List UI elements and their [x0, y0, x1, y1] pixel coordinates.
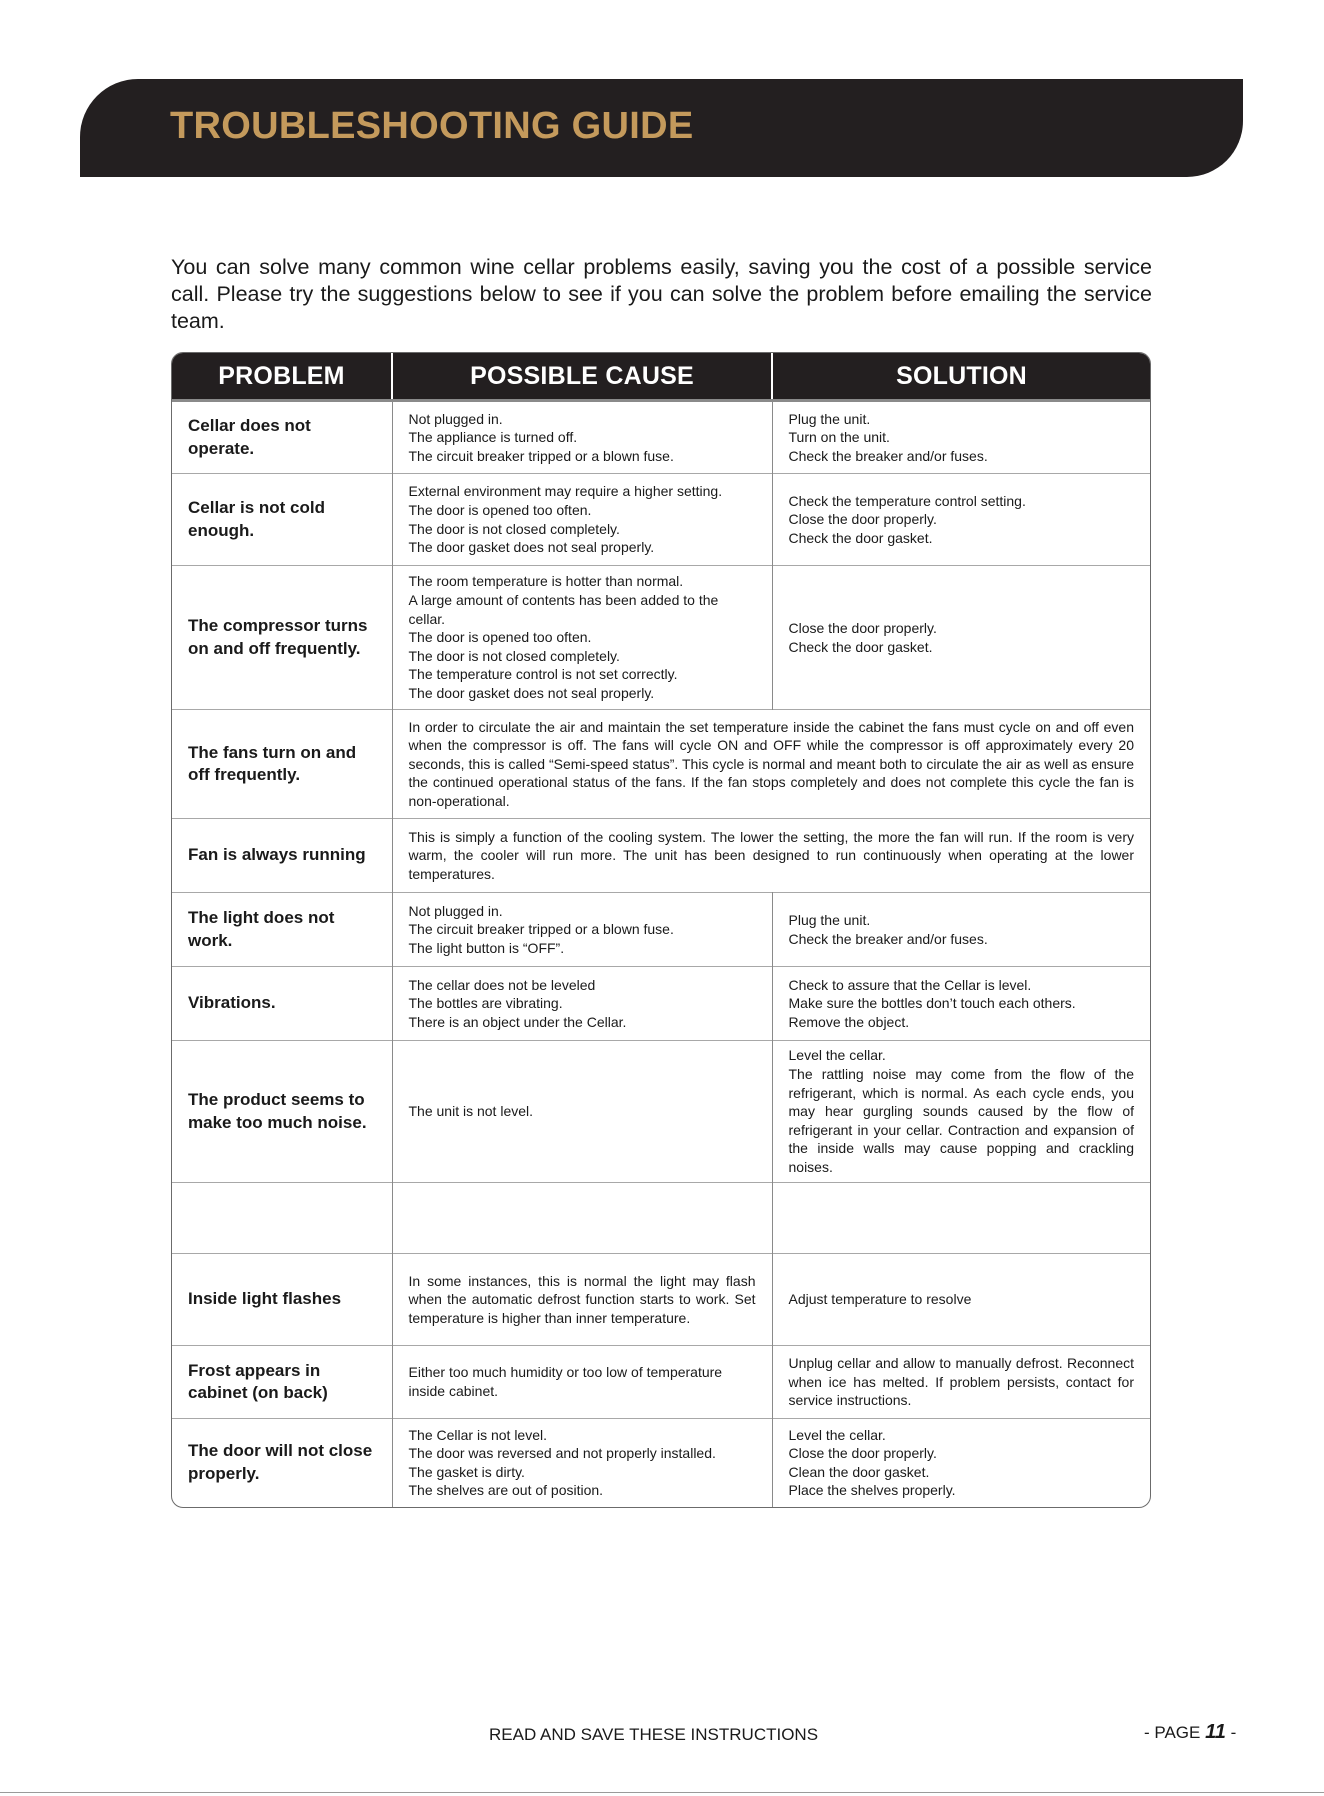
problem-cell: The door will not close properly. — [172, 1419, 392, 1507]
cause-line: The bottles are vibrating. — [408, 995, 563, 1012]
solution-cell — [772, 893, 1150, 967]
problem-cell: The fans turn on and off frequently. — [172, 710, 392, 819]
table-row — [172, 566, 1150, 710]
table-row — [172, 474, 1150, 566]
header-problem: PROBLEM — [172, 353, 392, 401]
solution-line: The rattling noise may come from the flow of the refrigerant, which is normal. As each cycle ends, you may hear gurgling sounds caused by the flow of refrigerant in your cellar. Contraction and expansion of the inside walls may cause popping and crackling noises. — [788, 1066, 1134, 1175]
cause-line: The unit is not level. — [408, 1103, 534, 1120]
problem-cell: The compressor turns on and off frequently. — [172, 566, 392, 710]
cause-line: A large amount of contents has been added to the cellar. — [408, 592, 719, 627]
footer-note: READ AND SAVE THESE INSTRUCTIONS — [489, 1725, 819, 1744]
cause-line: The door is not closed completely. — [408, 520, 620, 537]
solution-cell — [772, 1183, 1150, 1254]
cause-line: The room temperature is hotter than normal. — [408, 573, 684, 590]
cause-line: The circuit breaker tripped or a blown fuse. — [408, 447, 674, 464]
intro-paragraph: You can solve many common wine cellar problems easily, saving you the cost of a possible service call. Please try the suggestions below to see if you can solve the problem before emailing the service team. — [171, 254, 1152, 333]
cause-cell — [392, 566, 772, 710]
cause-line: Not plugged in. — [408, 410, 503, 427]
solution-cell — [772, 1041, 1150, 1183]
cause-line: Not plugged in. — [408, 902, 503, 919]
cause-line: The circuit breaker tripped or a blown fuse. — [408, 921, 674, 938]
solution-line: Check the door gasket. — [788, 529, 933, 546]
cause-line: The Cellar is not level. — [408, 1426, 548, 1443]
cause-line: The door is opened too often. — [408, 501, 592, 518]
cause-line: The gasket is dirty. — [408, 1463, 525, 1480]
table-header-row — [172, 353, 1150, 401]
page-suffix: - — [1225, 1723, 1237, 1742]
problem-cell — [172, 1183, 392, 1254]
solution-cell — [772, 1419, 1150, 1507]
cause-line: The door was reversed and not properly installed. — [408, 1445, 716, 1462]
page-number-value: 11 — [1205, 1721, 1226, 1743]
bottom-rule — [0, 1792, 1324, 1793]
problem-cell: Inside light flashes — [172, 1254, 392, 1346]
cause-line: The temperature control is not set correctly. — [408, 666, 678, 683]
table-row — [172, 710, 1150, 819]
solution-line: Adjust temperature to resolve — [788, 1291, 972, 1308]
solution-cell — [772, 474, 1150, 566]
solution-cell — [772, 401, 1150, 474]
cause-line: The door gasket does not seal properly. — [408, 684, 655, 701]
solution-line: Turn on the unit. — [788, 429, 890, 446]
troubleshooting-table — [171, 352, 1151, 1508]
problem-cell: Cellar does not operate. — [172, 401, 392, 474]
cause-solution-cell: This is simply a function of the cooling system. The lower the setting, the more the fan will run. If the room is very warm, the cooler will run more. The unit has been designed to run continuously when operating at the lower temperatures. — [392, 819, 1150, 893]
cause-cell — [392, 474, 772, 566]
problem-cell: Fan is always running — [172, 819, 392, 893]
solution-line: Unplug cellar and allow to manually defrost. Reconnect when ice has melted. If problem persists, contact for service instructions. — [788, 1355, 1134, 1409]
page-title: TROUBLESHOOTING GUIDE — [170, 105, 694, 147]
cause-line: The appliance is turned off. — [408, 429, 578, 446]
solution-line: Close the door properly. — [788, 1445, 937, 1462]
cause-line: Either too much humidity or too low of temperature inside cabinet. — [408, 1364, 723, 1399]
solution-line: Check the breaker and/or fuses. — [788, 930, 988, 947]
problem-cell: Frost appears in cabinet (on back) — [172, 1346, 392, 1419]
cause-cell — [392, 401, 772, 474]
solution-line: Remove the object. — [788, 1013, 910, 1030]
solution-cell — [772, 566, 1150, 710]
solution-line: Check the breaker and/or fuses. — [788, 447, 988, 464]
solution-cell — [772, 967, 1150, 1041]
table-row — [172, 1346, 1150, 1419]
solution-line: Close the door properly. — [788, 511, 937, 528]
table-row — [172, 1183, 1150, 1254]
cause-cell — [392, 1041, 772, 1183]
table-row — [172, 819, 1150, 893]
table-row — [172, 1419, 1150, 1507]
solution-line: Check to assure that the Cellar is level. — [788, 976, 1032, 993]
solution-line: Check the door gasket. — [788, 638, 933, 655]
problem-cell: Vibrations. — [172, 967, 392, 1041]
table-row — [172, 401, 1150, 474]
solution-line: Close the door properly. — [788, 619, 937, 636]
header-possible-cause: POSSIBLE CAUSE — [392, 353, 772, 401]
problem-cell: The product seems to make too much noise. — [172, 1041, 392, 1183]
cause-cell — [392, 893, 772, 967]
table-row — [172, 1041, 1150, 1183]
cause-line: In some instances, this is normal the light may flash when the automatic defrost function starts to work. Set temperature is higher than inner temperature. — [408, 1272, 756, 1326]
cause-line: The door gasket does not seal properly. — [408, 539, 655, 556]
cause-cell — [392, 1183, 772, 1254]
solution-line: Clean the door gasket. — [788, 1463, 930, 1480]
solution-line: Place the shelves properly. — [788, 1482, 956, 1499]
solution-cell — [772, 1346, 1150, 1419]
cause-line: External environment may require a higher setting. — [408, 483, 723, 500]
page-number — [1144, 1721, 1236, 1744]
cause-line: The cellar does not be leveled — [408, 976, 596, 993]
cause-solution-cell: In order to circulate the air and maintain the set temperature inside the cabinet the fans must cycle on and off even when the compressor is off. The fans will cycle ON and OFF while the compressor is off approximately every 20 seconds, this is called “Semi-speed status”. This cycle is normal and meant both to circulate the air as well as ensure the continued operational status of the fans. If the fan stops completely and does not complete this cycle the fan is non-operational. — [392, 710, 1150, 819]
solution-line: Level the cellar. — [788, 1426, 886, 1443]
cause-line: The door is not closed completely. — [408, 647, 620, 664]
solution-line: Make sure the bottles don’t touch each others. — [788, 995, 1076, 1012]
problem-cell: Cellar is not cold enough. — [172, 474, 392, 566]
table-row — [172, 893, 1150, 967]
cause-cell — [392, 1419, 772, 1507]
cause-cell — [392, 967, 772, 1041]
solution-line: Level the cellar. — [788, 1047, 886, 1064]
cause-line: The light button is “OFF”. — [408, 939, 565, 956]
table-row — [172, 967, 1150, 1041]
table-row — [172, 1254, 1150, 1346]
header-band — [80, 79, 1243, 177]
cause-line: The door is opened too often. — [408, 629, 592, 646]
problem-cell: The light does not work. — [172, 893, 392, 967]
header-solution: SOLUTION — [772, 353, 1150, 401]
solution-cell — [772, 1254, 1150, 1346]
cause-line: There is an object under the Cellar. — [408, 1013, 627, 1030]
cause-cell — [392, 1346, 772, 1419]
solution-line: Plug the unit. — [788, 410, 871, 427]
solution-line: Plug the unit. — [788, 911, 871, 928]
cause-cell — [392, 1254, 772, 1346]
solution-line: Check the temperature control setting. — [788, 492, 1026, 509]
page-prefix: - PAGE — [1144, 1723, 1206, 1742]
cause-line: The shelves are out of position. — [408, 1482, 604, 1499]
